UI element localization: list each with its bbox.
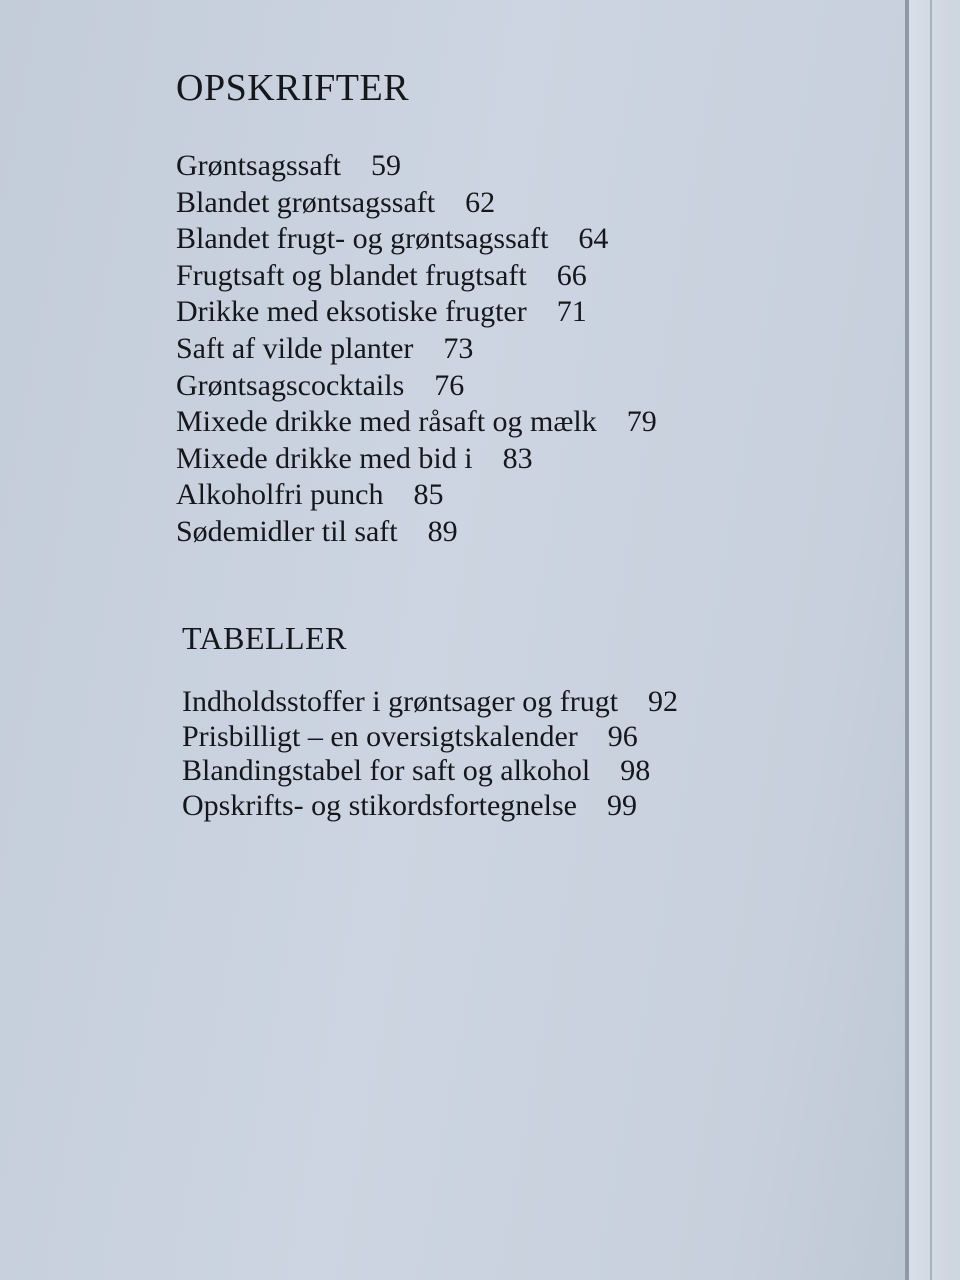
section-opskrifter xyxy=(176,66,657,551)
toc-entry xyxy=(176,368,657,405)
next-page-margin xyxy=(909,0,960,1280)
toc-entry xyxy=(182,685,678,720)
toc-entry xyxy=(176,221,657,258)
entry-page-number: 85 xyxy=(413,478,444,512)
toc-entry xyxy=(182,754,678,789)
section-tabeller xyxy=(182,620,678,823)
toc-entry xyxy=(182,789,678,824)
entry-label: Saft af vilde planter xyxy=(176,331,414,365)
entry-page-number: 64 xyxy=(578,222,609,256)
section-title: OPSKRIFTER xyxy=(176,67,410,109)
toc-entry xyxy=(182,720,678,755)
entry-page-number: 71 xyxy=(556,295,587,329)
entry-label: Mixede drikke med bid i xyxy=(176,441,473,475)
entry-page-number: 66 xyxy=(556,258,587,292)
entry-page-number: 89 xyxy=(427,514,458,548)
entry-page-number: 76 xyxy=(434,368,465,402)
toc-entry xyxy=(176,441,657,478)
toc-entry xyxy=(176,404,657,441)
entry-label: Opskrifts- og stikordsfortegnelse xyxy=(182,788,577,822)
entry-label: Frugtsaft og blandet frugtsaft xyxy=(176,258,527,292)
toc-entry xyxy=(176,477,657,514)
entry-label: Alkoholfri punch xyxy=(176,478,384,512)
toc-entry xyxy=(176,331,657,368)
toc-list xyxy=(176,148,657,551)
entry-label: Indholdsstoffer i grøntsager og frugt xyxy=(182,685,619,718)
toc-entry xyxy=(176,148,657,185)
toc-list xyxy=(182,685,678,823)
entry-label: Blandet grøntsagssaft xyxy=(176,185,436,219)
entry-label: Grøntsagscocktails xyxy=(176,368,405,402)
toc-entry xyxy=(176,294,657,331)
entry-page-number: 96 xyxy=(607,719,638,753)
entry-label: Blandingstabel for saft og alkohol xyxy=(182,754,591,787)
entry-label: Prisbilligt – en oversigtskalender xyxy=(182,719,578,753)
entry-label: Blandet frugt- og grøntsagssaft xyxy=(176,222,549,256)
entry-label: Mixede drikke med råsaft og mælk xyxy=(176,405,597,439)
entry-page-number: 73 xyxy=(443,331,474,365)
entry-label: Sødemidler til saft xyxy=(176,514,398,548)
toc-entry xyxy=(176,185,657,222)
binding-line xyxy=(930,0,932,1280)
toc-entry xyxy=(176,514,657,551)
entry-label: Drikke med eksotiske frugter xyxy=(176,295,527,329)
entry-page-number: 98 xyxy=(620,754,651,787)
entry-page-number: 83 xyxy=(502,441,533,475)
section-title: TABELLER xyxy=(182,620,347,656)
entry-page-number: 62 xyxy=(465,185,496,219)
entry-page-number: 59 xyxy=(370,149,401,182)
entry-page-number: 79 xyxy=(626,405,657,439)
entry-label: Grøntsagssaft xyxy=(176,149,341,182)
entry-page-number: 92 xyxy=(648,685,679,718)
toc-entry xyxy=(176,258,657,295)
entry-page-number: 99 xyxy=(606,788,637,822)
